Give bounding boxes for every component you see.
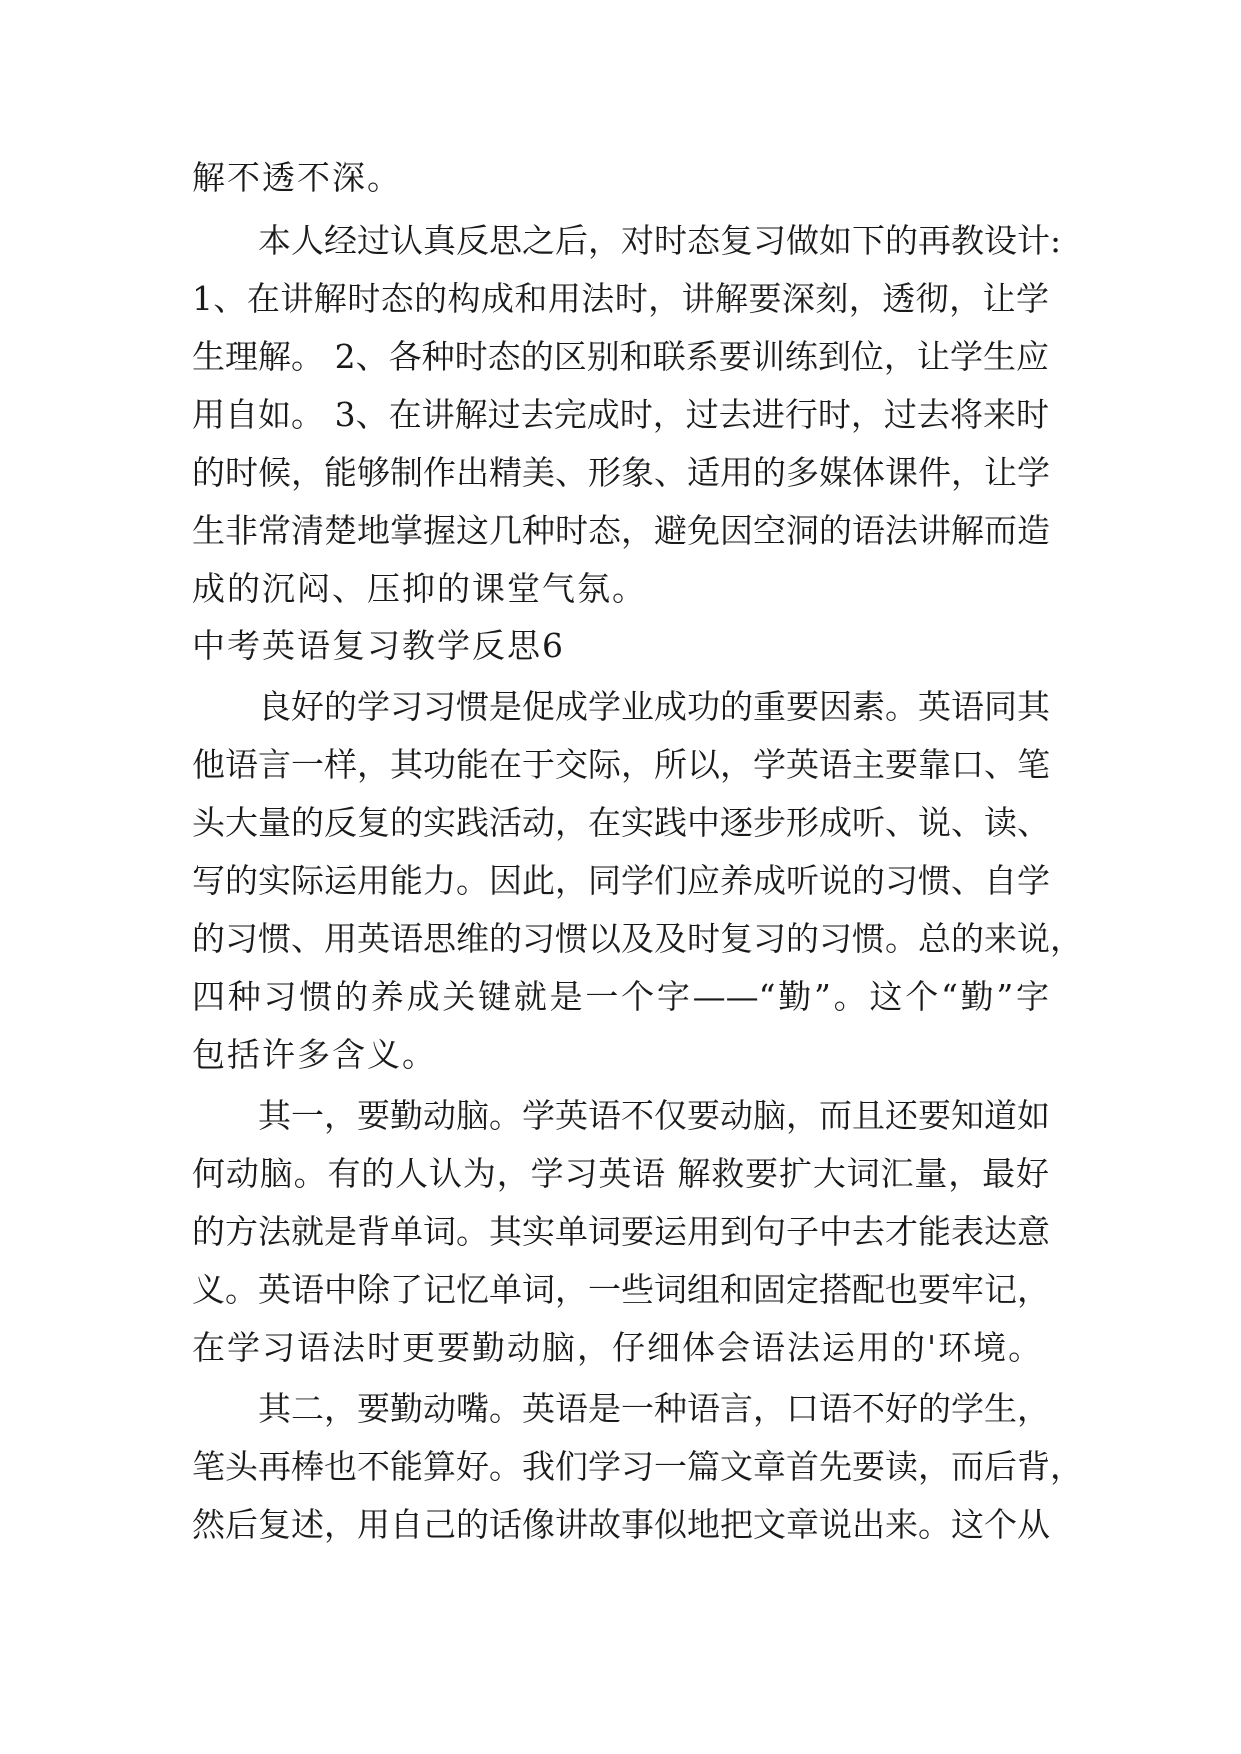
text-line: 笔头再棒也不能算好。我们学习一篇文章首先要读，而后背， bbox=[192, 1447, 1083, 1486]
text-line: 1、在讲解时态的构成和用法时，讲解要深刻，透彻，让学 bbox=[192, 279, 1049, 318]
paragraph-first-line: 良好的学习习惯是促成学业成功的重要因素。英语同其 bbox=[258, 687, 1050, 726]
text-line: 在学习语法时更要勤动脑，仔细体会语法运用的'环境。 bbox=[192, 1328, 1044, 1367]
text-line: 成的沉闷、压抑的课堂气氛。 bbox=[192, 569, 647, 608]
paragraph-first-line: 本人经过认真反思之后，对时态复习做如下的再教设计: bbox=[258, 221, 1062, 260]
text-line: 头大量的反复的实践活动，在实践中逐步形成听、说、读、 bbox=[192, 803, 1050, 842]
text-line: 义。英语中除了记忆单词，一些词组和固定搭配也要牢记， bbox=[192, 1270, 1050, 1309]
paragraph-first-line: 其一，要勤动脑。学英语不仅要动脑，而且还要知道如 bbox=[258, 1096, 1050, 1135]
text-line: 用自如。 3、在讲解过去完成时，过去进行时，过去将来时 bbox=[192, 395, 1049, 434]
text-line: 的习惯、用英语思维的习惯以及及时复习的习惯。总的来说， bbox=[192, 919, 1083, 958]
text-line: 他语言一样，其功能在于交际，所以，学英语主要靠口、笔 bbox=[192, 745, 1050, 784]
text-line: 的方法就是背单词。其实单词要运用到句子中去才能表达意 bbox=[192, 1212, 1050, 1251]
text-line: 包括许多含义。 bbox=[192, 1035, 437, 1074]
section-heading: 中考英语复习教学反思6 bbox=[192, 626, 565, 665]
text-line: 何动脑。有的人认为，学习英语 解救要扩大词汇量，最好 bbox=[192, 1154, 1049, 1193]
text-line: 生理解。 2、各种时态的区别和联系要训练到位，让学生应 bbox=[192, 337, 1049, 376]
text-line: 生非常清楚地掌握这几种时态，避免因空洞的语法讲解而造 bbox=[192, 511, 1050, 550]
text-line: 四种习惯的养成关键就是一个字——“勤”。这个“勤”字 bbox=[192, 977, 1049, 1016]
paragraph-first-line: 其二，要勤动嘴。英语是一种语言，口语不好的学生， bbox=[258, 1389, 1050, 1428]
text-line: 解不透不深。 bbox=[192, 158, 402, 197]
text-line: 然后复述，用自己的话像讲故事似地把文章说出来。这个从 bbox=[192, 1505, 1050, 1544]
text-line: 写的实际运用能力。因此，同学们应养成听说的习惯、自学 bbox=[192, 861, 1050, 900]
text-line: 的时候，能够制作出精美、形象、适用的多媒体课件，让学 bbox=[192, 453, 1050, 492]
